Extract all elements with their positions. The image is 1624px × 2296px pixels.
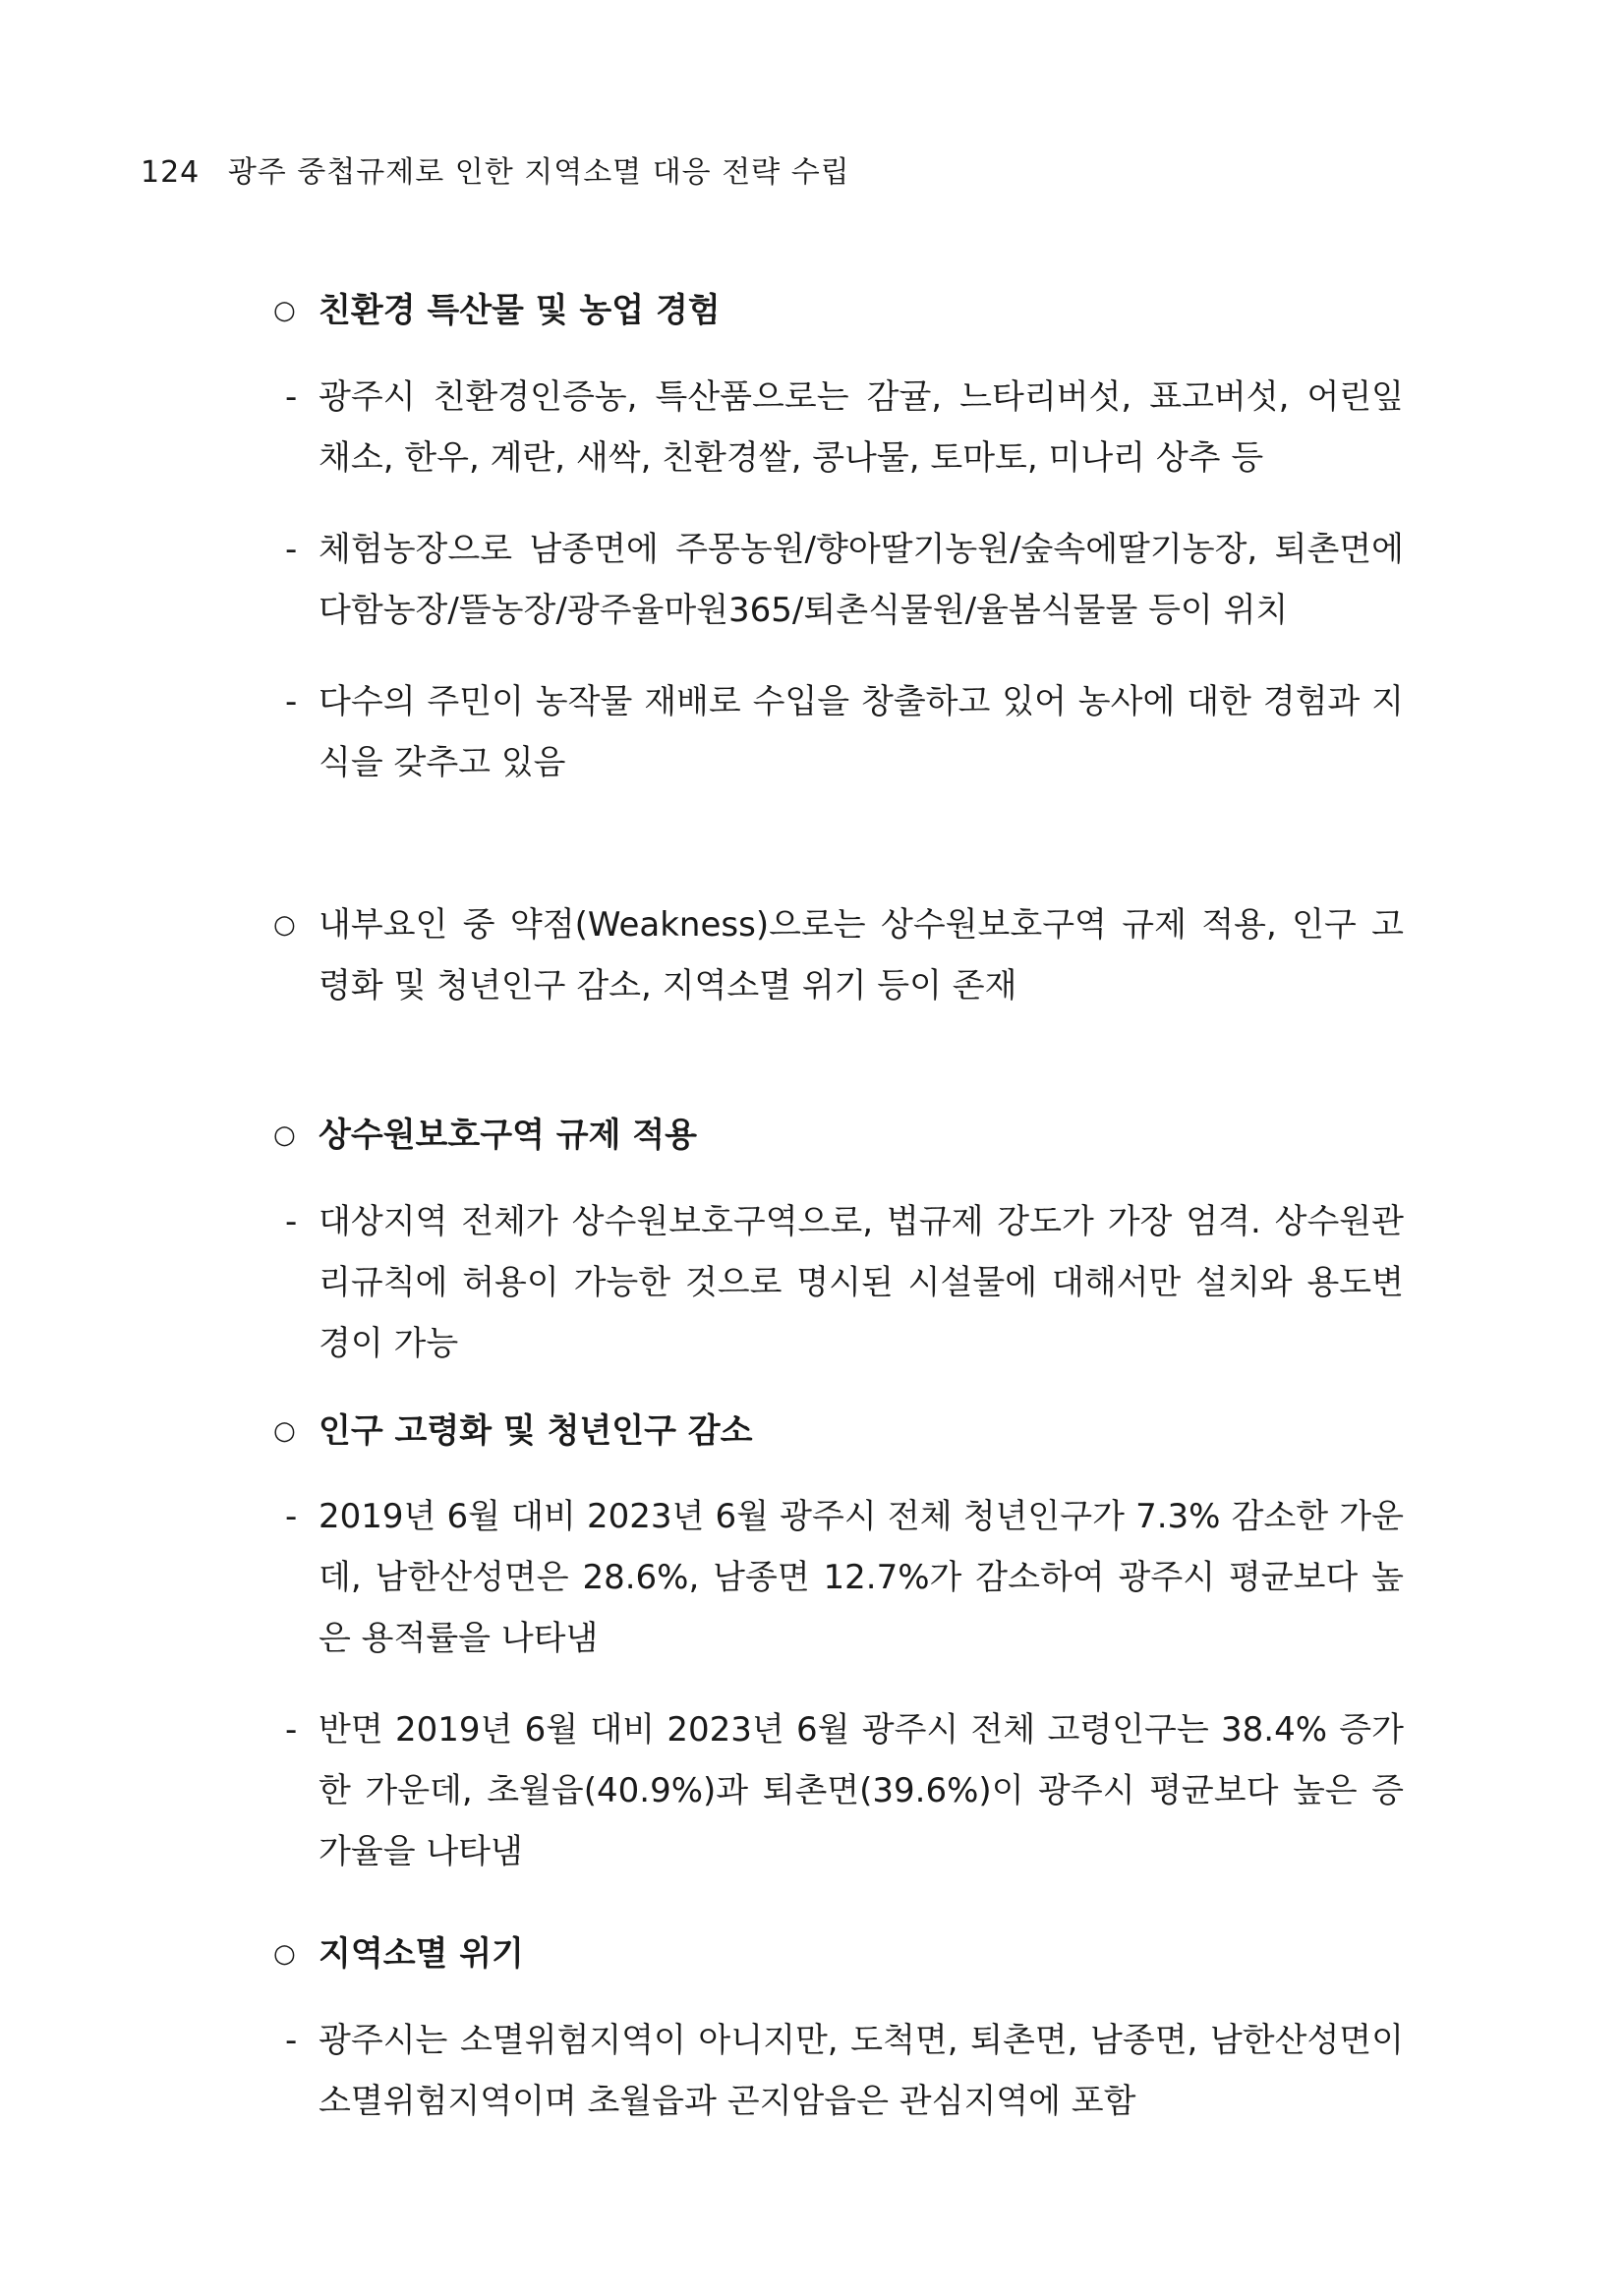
running-header — [141, 147, 850, 191]
list-item-text: 대상지역 전체가 상수원보호구역으로, 법규제 강도가 가장 엄격. 상수원관리규칙에 허용이 가능한 것으로 명시된 시설물에 대해서만 설치와 용도변경이 가능 — [319, 1202, 1404, 1363]
list-item-text: 다수의 주민이 농작물 재배로 수입을 창출하고 있어 농사에 대한 경험과 지식을 갖추고 있음 — [319, 682, 1404, 782]
section-heading-text: 상수원보호구역 규제 적용 — [319, 1116, 697, 1155]
list-item-text: 반면 2019년 6월 대비 2023년 6월 광주시 전체 고령인구는 38.4% 증가한 가운데, 초월읍(40.9%)과 퇴촌면(39.6%)이 광주시 평균보다 높은 증가율을 나타냄 — [319, 1710, 1404, 1871]
section-heading-text: 인구 고령화 및 청년인구 감소 — [319, 1411, 753, 1451]
circle-bullet-icon: ○ — [273, 1416, 296, 1446]
paragraph-text: 내부요인 중 약점(Weakness)으로는 상수원보호구역 규제 적용, 인구 고령화 및 청년인구 감소, 지역소멸 위기 등이 존재 — [319, 905, 1404, 1005]
section-heading-aging-population — [273, 1404, 752, 1452]
document-title: 광주 중첩규제로 인한 지역소멸 대응 전략 수립 — [227, 155, 850, 190]
circle-bullet-icon: ○ — [273, 1120, 296, 1150]
section-heading-text: 친환경 특산물 및 농업 경험 — [319, 291, 721, 330]
list-item — [285, 519, 1404, 641]
dash-bullet-icon: - — [285, 1710, 298, 1750]
list-item-text: 광주시 친환경인증농, 특산품으로는 감귤, 느타리버섯, 표고버섯, 어린잎 채소, 한우, 계란, 새싹, 친환경쌀, 콩나물, 토마토, 미나리 상추 등 — [319, 377, 1404, 478]
dash-bullet-icon: - — [285, 530, 298, 569]
circle-bullet-icon: ○ — [273, 1939, 296, 1969]
dash-bullet-icon: - — [285, 1497, 298, 1536]
circle-bullet-icon: ○ — [273, 910, 296, 940]
list-item — [285, 1699, 1404, 1871]
page-number: 124 — [141, 155, 201, 190]
section-heading-text: 지역소멸 위기 — [319, 1934, 524, 1974]
list-item — [285, 367, 1404, 488]
weakness-paragraph — [273, 894, 1404, 1016]
section-heading-eco-products — [273, 283, 721, 331]
list-item-text: 2019년 6월 대비 2023년 6월 광주시 전체 청년인구가 7.3% 감소한 가운데, 남한산성면은 28.6%, 남종면 12.7%가 감소하여 광주시 평균보다 높은 용적률을 나타냄 — [319, 1497, 1404, 1658]
list-item — [285, 1191, 1404, 1363]
list-item — [285, 671, 1404, 793]
dash-bullet-icon: - — [285, 1202, 298, 1241]
dash-bullet-icon: - — [285, 2021, 298, 2060]
dash-bullet-icon: - — [285, 682, 298, 721]
section-heading-water-protection — [273, 1108, 697, 1156]
list-item — [285, 2010, 1404, 2132]
dash-bullet-icon: - — [285, 377, 298, 417]
circle-bullet-icon: ○ — [273, 296, 296, 325]
list-item — [285, 1486, 1404, 1669]
list-item-text: 체험농장으로 남종면에 주몽농원/향아딸기농원/숲속에딸기농장, 퇴촌면에 다함농장/뜰농장/광주율마원365/퇴촌식물원/율봄식물물 등이 위치 — [319, 530, 1404, 630]
section-heading-regional-extinction — [273, 1926, 524, 1975]
list-item-text: 광주시는 소멸위험지역이 아니지만, 도척면, 퇴촌면, 남종면, 남한산성면이 소멸위험지역이며 초월읍과 곤지암읍은 관심지역에 포함 — [319, 2021, 1404, 2121]
